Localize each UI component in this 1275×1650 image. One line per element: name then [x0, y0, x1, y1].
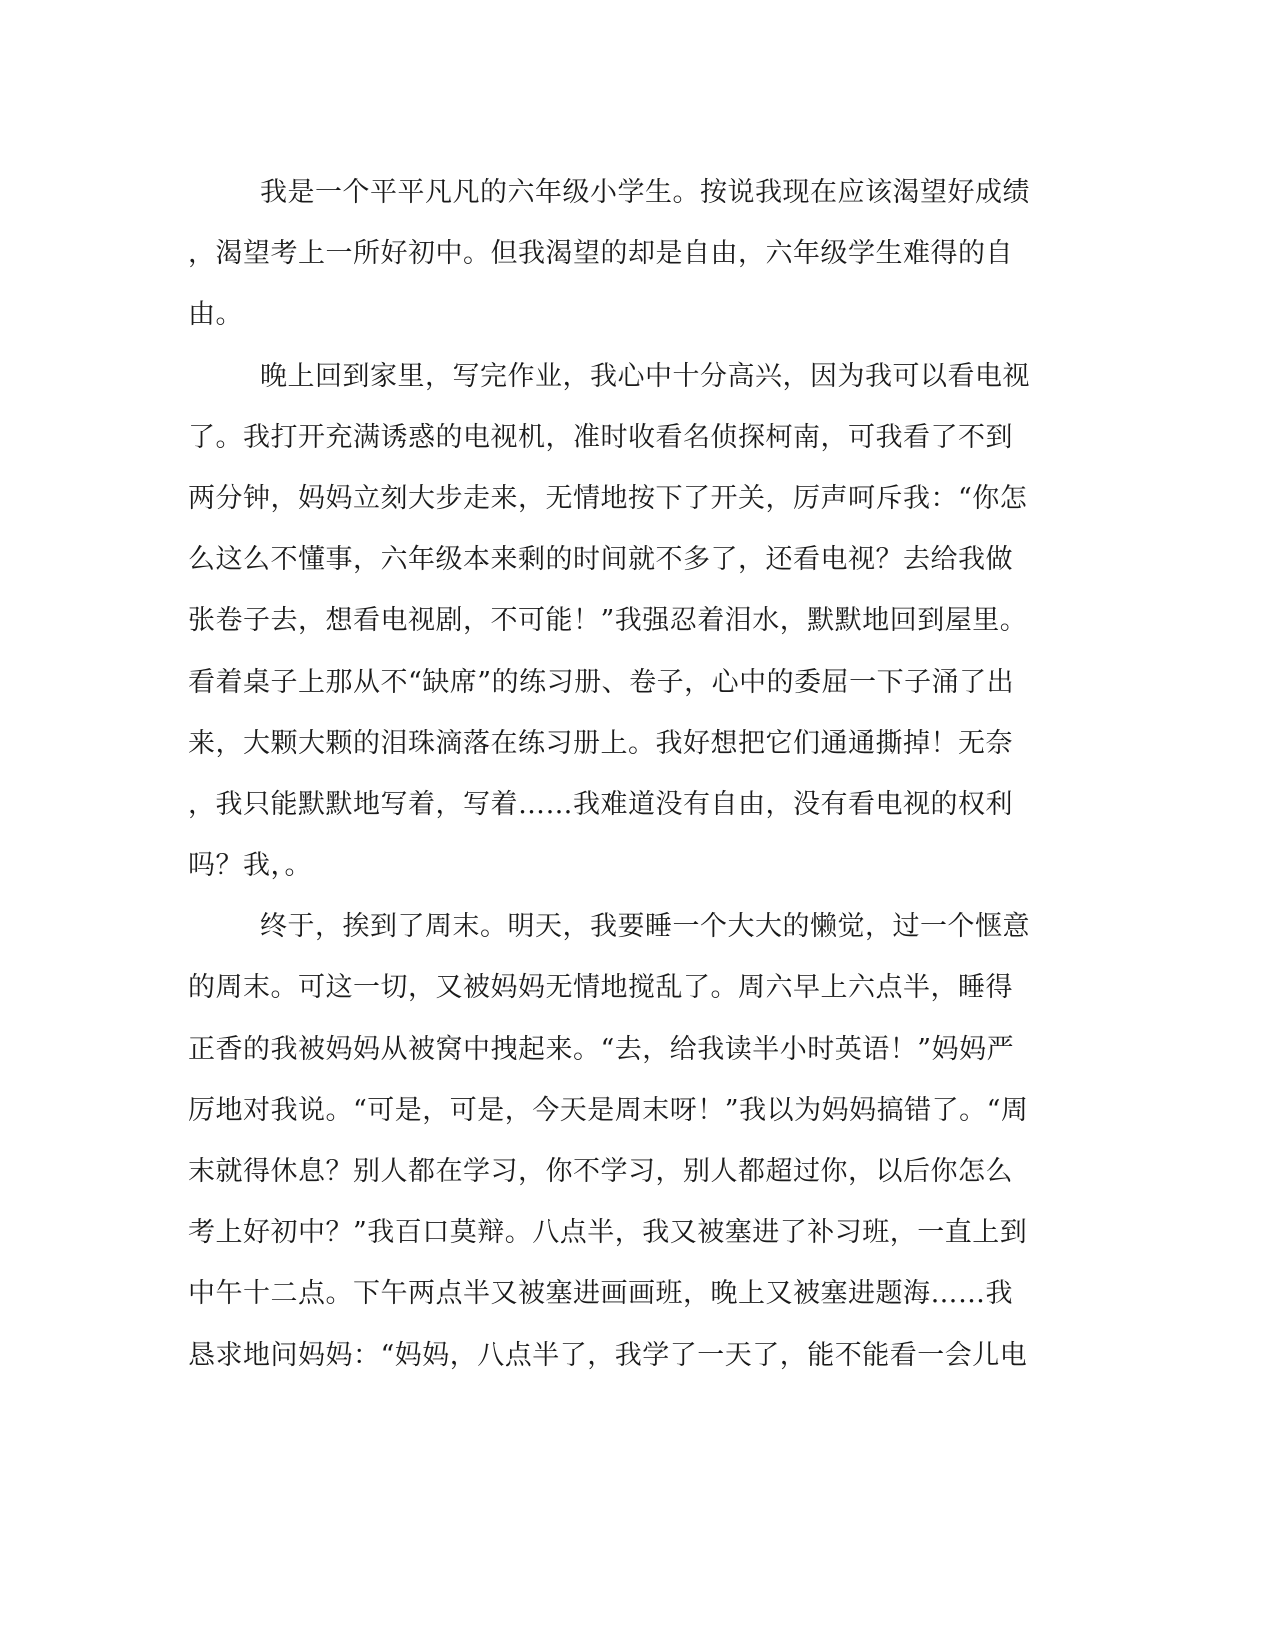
text-line: 张卷子去，想看电视剧，不可能！”我强忍着泪水，默默地回到屋里。	[188, 605, 1028, 637]
paragraph-1	[188, 162, 1068, 346]
paragraph-3	[188, 896, 1068, 1386]
text-line: 来，大颗大颗的泪珠滴落在练习册上。我好想把它们通通撕掉！无奈	[188, 727, 1013, 759]
text-line: 中午十二点。下午两点半又被塞进画画班，晚上又被塞进题海……我	[188, 1278, 1013, 1310]
text-line: 么这么不懂事，六年级本来剩的时间就不多了，还看电视？去给我做	[188, 544, 1013, 576]
text-line: 正香的我被妈妈从被窝中拽起来。“去，给我读半小时英语！”妈妈严	[188, 1033, 1015, 1065]
text-line: 恳求地问妈妈：“妈妈，八点半了，我学了一天了，能不能看一会儿电	[188, 1339, 1028, 1371]
text-line: 由。	[188, 299, 243, 331]
text-line: 终于，挨到了周末。明天，我要睡一个大大的懒觉，过一个惬意	[260, 911, 1030, 943]
document-body	[188, 162, 1068, 1386]
text-line: 末就得休息？别人都在学习，你不学习，别人都超过你，以后你怎么	[188, 1156, 1013, 1187]
text-line: 的周末。可这一切，又被妈妈无情地搅乱了。周六早上六点半，睡得	[188, 972, 1013, 1004]
text-line: 吗？我，。	[188, 850, 312, 882]
text-line: 考上好初中？”我百口莫辩。八点半，我又被塞进了补习班，一直上到	[188, 1217, 1028, 1249]
text-line: 晚上回到家里，写完作业，我心中十分高兴，因为我可以看电视	[260, 360, 1030, 392]
text-line: 我是一个平平凡凡的六年级小学生。按说我现在应该渴望好成绩	[260, 177, 1030, 208]
text-line: 了。我打开充满诱惑的电视机，准时收看名侦探柯南，可我看了不到	[188, 421, 1013, 453]
text-line: 看着桌子上那从不“缺席”的练习册、卷子，心中的委屈一下子涌了出	[188, 666, 1015, 698]
text-line: 两分钟，妈妈立刻大步走来，无情地按下了开关，厉声呵斥我：“你怎	[188, 482, 1028, 514]
paragraph-2	[188, 346, 1068, 897]
text-line: ，渴望考上一所好初中。但我渴望的却是自由，六年级学生难得的自	[188, 238, 1013, 270]
text-line: ，我只能默默地写着，写着……我难道没有自由，没有看电视的权利	[188, 788, 1013, 820]
text-line: 厉地对我说。“可是，可是，今天是周末呀！”我以为妈妈搞错了。“周	[188, 1094, 1029, 1126]
